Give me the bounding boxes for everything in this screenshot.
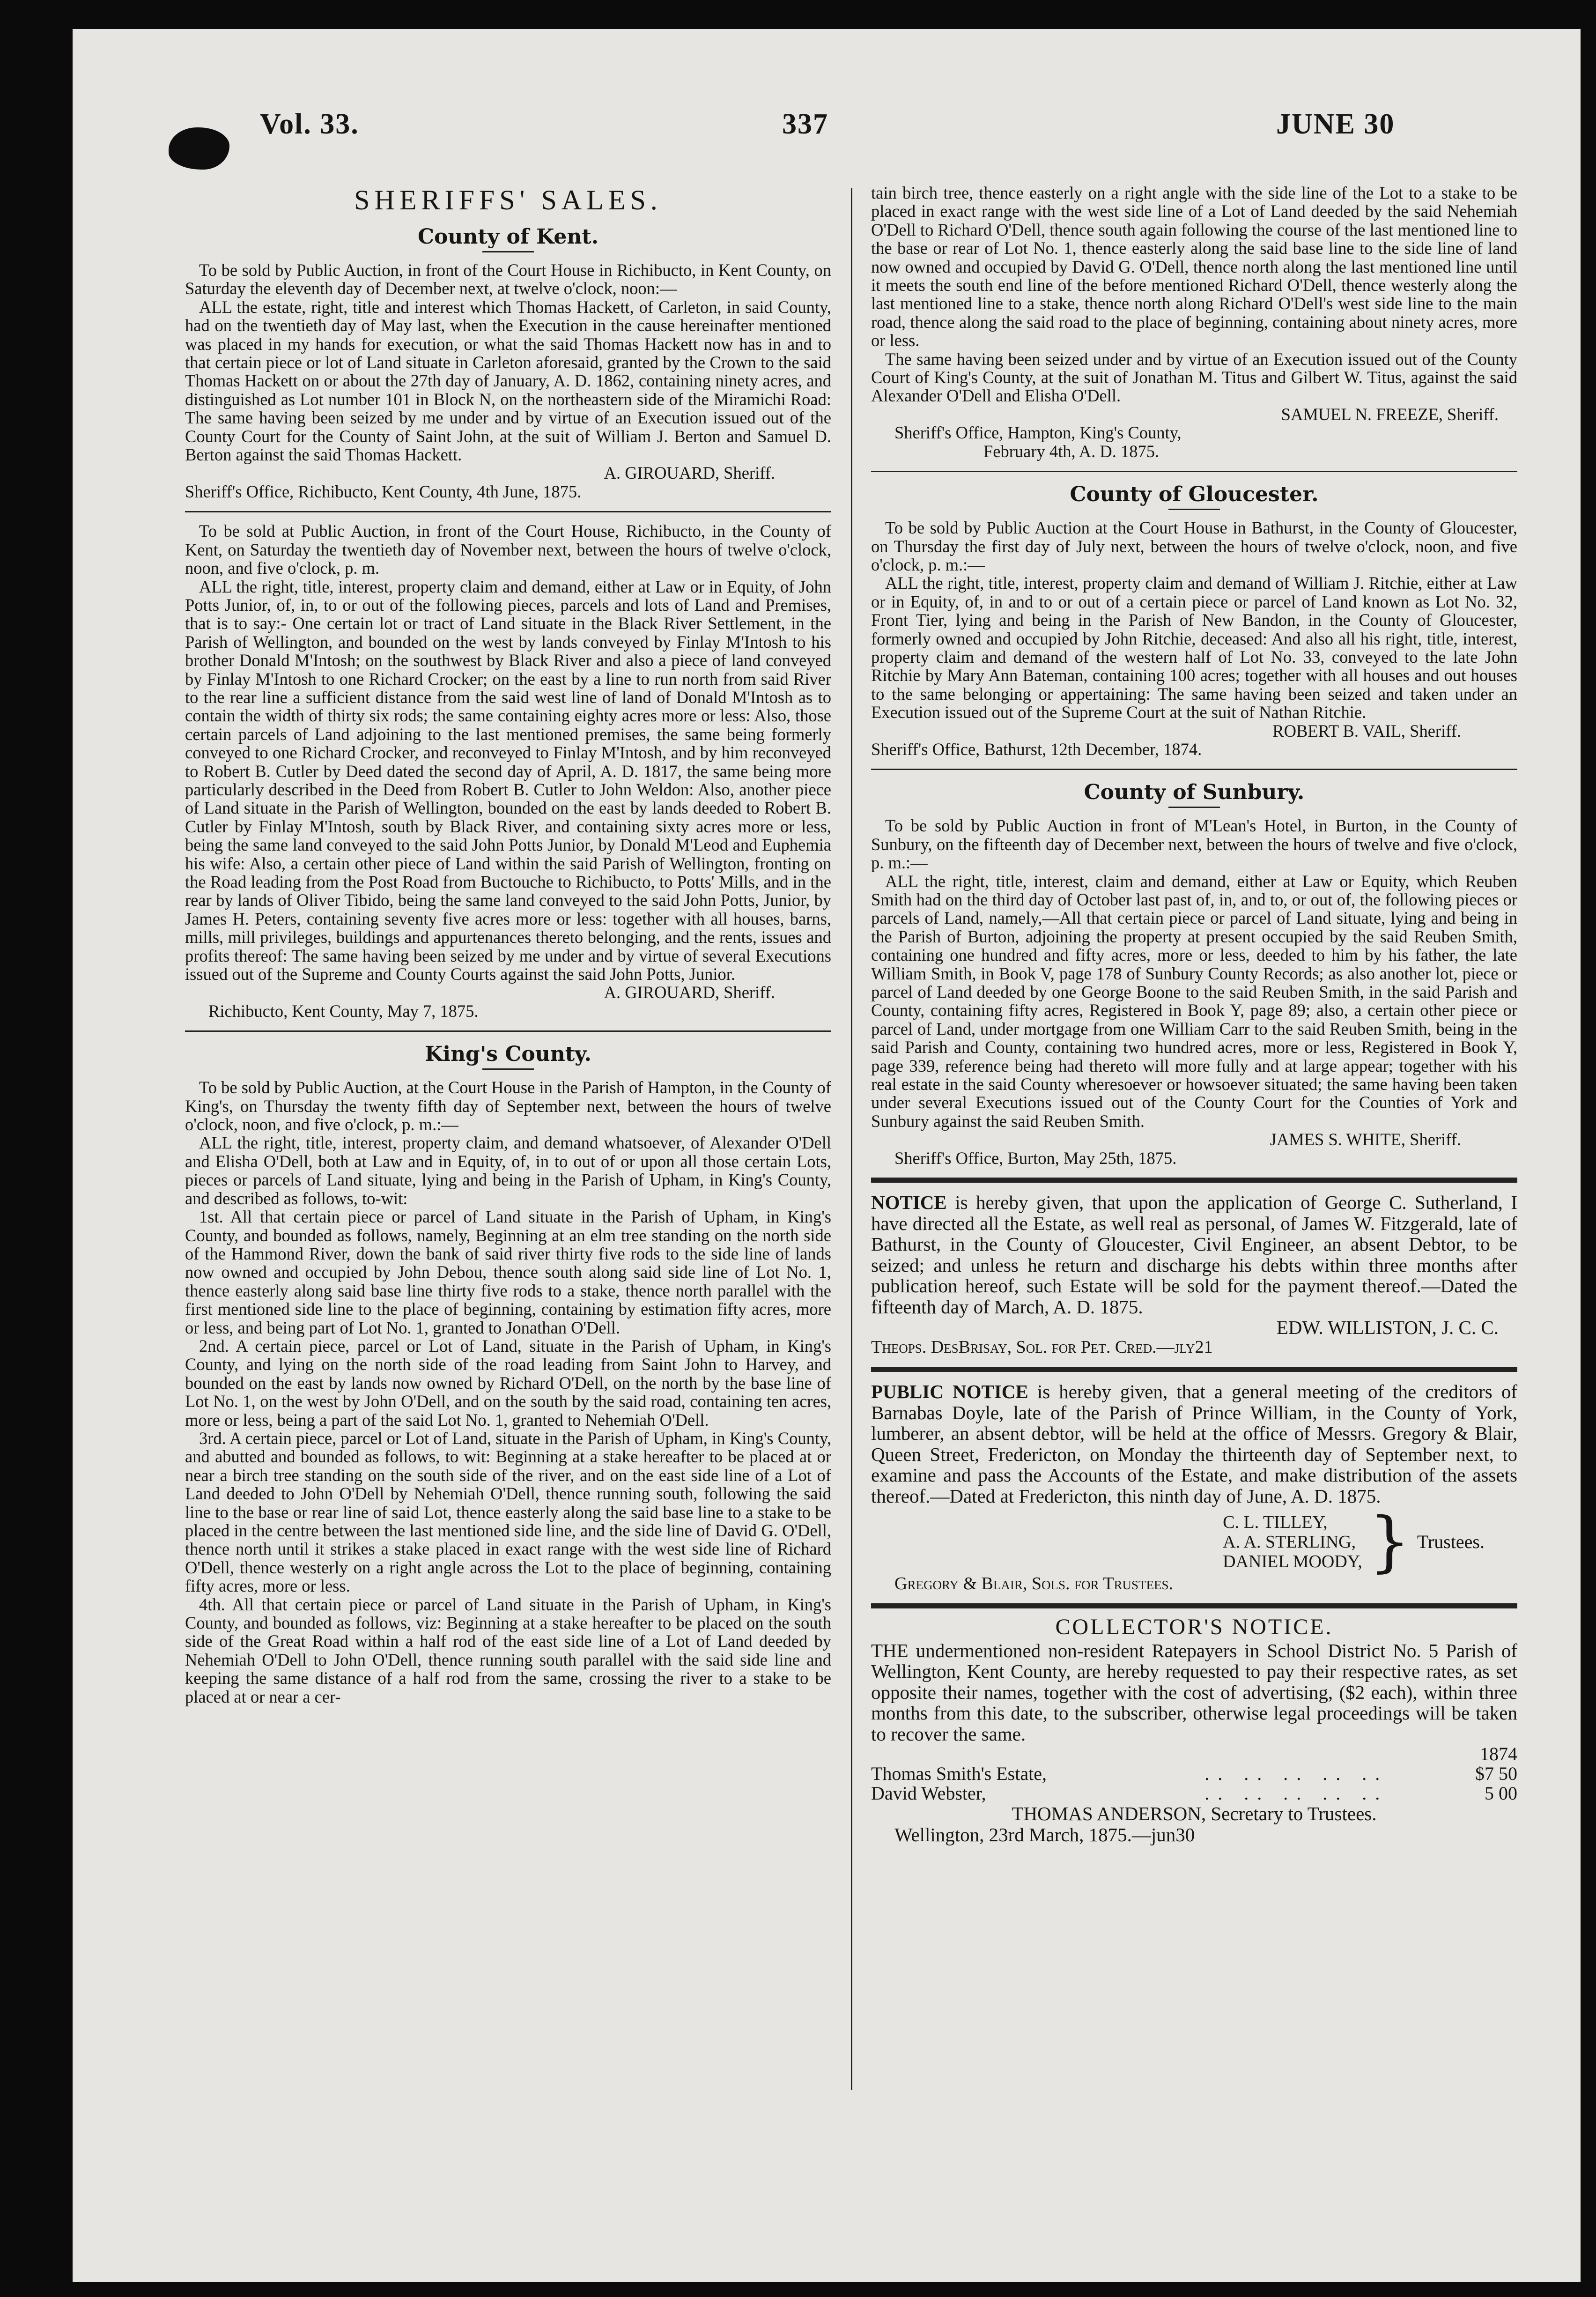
kings-claim: ALL the right, title, interest, property claim, and demand whatsoever, of Alexander O'Dell and Elisha O'Dell, both at Law and in Equity, of, in to out of or upon all those certain Lots, pieces or parcels of Land situate, lying and being in the Parish of Upham, in King's County, and described as follows, to-wit:	[185, 1133, 831, 1208]
collector-signature: THOMAS ANDERSON, Secretary to Trustees.	[1012, 1803, 1377, 1825]
rate-amount: $7 50	[1475, 1763, 1517, 1785]
heading-rule	[1168, 807, 1220, 808]
column-divider	[851, 188, 852, 2090]
county-gloucester-heading: County of Gloucester.	[1070, 482, 1319, 507]
trustees-label: Trustees.	[1417, 1531, 1485, 1553]
fitzgerald-signature: EDW. WILLISTON, J. C. C.	[1276, 1317, 1499, 1339]
volume-number: Vol. 33.	[260, 108, 359, 140]
kings-office-date: February 4th, A. D. 1875.	[983, 441, 1160, 461]
kings-intro: To be sold by Public Auction, at the Court House in the Parish of Hampton, in the County of King's, on Thursday the twenty fifth day of September next, between the hours of twelve o'clock, noon, and five o'clock, p. m.:—	[185, 1078, 831, 1134]
issue-date: JUNE 30	[1276, 108, 1395, 140]
trustee-name: DANIEL MOODY,	[1223, 1552, 1362, 1571]
kent-sale2-body: ALL the right, title, interest, property claim and demand, either at Law or in Equity, of John Potts Junior, of, in, to or out of the following pieces, parcels and lots of Land and Premises, that is to say:- One certain lot or tract of Land situate in the Black River Settlement, in the Parish of Wellington, and bounded on the west by lands conveyed by Finlay M'Intosh to his brother Donald M'Intosh; on the southwest by Black River and also a piece of land conveyed by Finlay M'Intosh to one Richard Crocker; on the east by a line to run north from said River to the rear line a sufficient distance from the said west line of land of Donald M'Intosh as to contain the width of thirty six rods; the same containing eighty acres more or less: Also, those certain parcels of Land adjoining to the last mentioned premises, the same being formerly conveyed to one Richard Crocker, and reconveyed to Finlay M'Intosh, and by him reconveyed to Robert B. Cutler by Deed dated the second day of April, A. D. 1817, the same being more particularly described in the Deed from Robert B. Cutler to John Weldon: Also, another piece of Land situate in the Parish of Wellington, bounded on the east by lands deeded to Robert B. Cutler by Finlay M'Intosh, south by Black River, and containing sixty acres more or less, being the same land conveyed to the said John Potts Junior, by Donald M'Leod and Euphemia his wife: Also, a certain other piece of Land within the said Parish of Wellington, fronting on the Road leading from the Post Road from Buctouche to Richibucto, to Potts' Mills, and in the rear by lands of Oliver Tibido, being the same land conveyed to the said John Potts, Junior, by James H. Peters, containing seventy five acres more or less: together with all houses, barns, mills, mill privileges, buildings and appurtenances thereto belonging, and the rents, issues and profits thereof: The same having been seized by me under and by virtue of several Executions issued out of the Supreme and County Courts against the said John Potts, Junior.	[185, 577, 831, 984]
notice-body: is hereby given, that a general meeting of the creditors of Barnabas Doyle, late of the Parish of Prince William, in the County of York, lumberer, an absent debtor, will be held at the office of Messrs. Gregory & Blair, Queen Street, Fredericton, on Monday the thirteenth day of September next, to examine and pass the Accounts of the Estate, and make distribution of the assets thereof.—Dated at Fredericton, this ninth day of June, A. D. 1875.	[871, 1381, 1517, 1507]
ratepayer-name: David Webster,	[871, 1783, 986, 1804]
sunbury-intro: To be sold by Public Auction in front of M'Lean's Hotel, in Burton, in the County of Sunbury, on the fifteenth day of December next, between the hours of twelve and five o'clock, p. m.:—	[871, 816, 1517, 873]
notice-divider	[871, 471, 1517, 472]
gloucester-signature: ROBERT B. VAIL, Sheriff.	[1272, 721, 1461, 741]
heading-rule	[482, 251, 534, 252]
table-row	[871, 1764, 1517, 1784]
notice-lead: PUBLIC NOTICE	[871, 1381, 1028, 1402]
sunbury-body: ALL the right, title, interest, claim and demand, either at Law or Equity, which Reuben Smith had on the third day of October last past of, in, and to, or out of, the following pieces or parcels of Land, namely,—All that certain piece or parcel of Land situate, lying and being in the Parish of Burton, adjoining the property at present occupied by the said Reuben Smith, containing one hundred and fifty acres, more or less, deeded to him by his father, the late William Smith, in Book V, page 178 of Sunbury County Records; as also another lot, piece or parcel of Land deeded by one George Boone to the said Reuben Smith, in the said Parish and County, containing fifty acres, Registered in Book Y, page 89; also, a certain other piece or parcel of Land, under mortgage from one William Carr to the said Reuben Smith, being in the said Parish and County, containing two hundred acres, more or less, Registered in Book Y, page 339, reference being had thereto will more fully and at large appear; together with his real estate in the said County wheresoever or howsoever situated; the same having been taken under several Executions issued out of the County Court for the Counties of York and Sunbury against the said Reuben Smith.	[871, 871, 1517, 1131]
kings-lot-1: 1st. All that certain piece or parcel of Land situate in the Parish of Upham, in King's County, and bounded as follows, namely, Beginning at an elm tree standing on the north side of the Hammond River, down the bank of said river thirty five rods to the side line of lands now owned and occupied by John Debou, thence south along said side line of Lot No. 1, thence easterly along said base line thirty five rods to a stake, thence north parallel with the first mentioned side line to the place of beginning, containing by estimation fifty acres, more or less, and being part of Lot No. 1, granted to Jonathan O'Dell.	[185, 1207, 831, 1337]
gloucester-intro: To be sold by Public Auction at the Court House in Bathurst, in the County of Gloucester, on Thursday the first day of July next, between the hours of twelve o'clock, noon, and five o'clock, p. m.:—	[871, 518, 1517, 574]
notice-divider	[871, 769, 1517, 770]
kent-sale1-signature: A. GIROUARD, Sheriff.	[604, 463, 775, 483]
kings-lot-4: 4th. All that certain piece or parcel of Land situate in the Parish of Upham, in King's County, and bounded as follows, viz: Beginning at a stake hereafter to be placed on the south side of the Great Road within a half rod of the east side line of a Lot of Land deeded by Nehemiah O'Dell to John O'Dell, thence running south parallel with the said side line and keeping the same distance of a half rod from the same, crossing the river to a stake to be placed at or near a cer-	[185, 1594, 831, 1706]
notice-divider	[871, 1178, 1517, 1183]
notice-divider	[871, 1367, 1517, 1372]
kings-continued: tain birch tree, thence easterly on a right angle with the side line of the Lot to a stake to be placed in exact range with the west side line of a Lot of Land deeded by the said Nehemiah O'Dell to Richard O'Dell, thence south again following the course of the last mentioned line to the base or rear of Lot No. 1, thence easterly along the said base line to the side line of land now owned and occupied by David G. O'Dell, thence north along the last mentioned line until it meets the south end line of the before mentioned Richard O'Dell, thence westerly along the last mentioned line to a stake, thence north along Richard O'Dell's west side line to the main road, thence along the said road to the place of beginning, containing about ninety acres, more or less.	[871, 183, 1517, 350]
doyle-notice	[871, 1381, 1517, 1506]
trustee-names	[1223, 1512, 1362, 1571]
kent-sale1-office: Sheriff's Office, Richibucto, Kent County, 4th June, 1875.	[185, 482, 582, 501]
trustees-block	[871, 1504, 1517, 1580]
page-number: 337	[782, 108, 828, 140]
kent-sale2-signature: A. GIROUARD, Sheriff.	[604, 983, 775, 1002]
leader-dots: .. .. .. .. ..	[1204, 1783, 1389, 1804]
leader-dots: .. .. .. .. ..	[1204, 1763, 1389, 1785]
ink-blot	[169, 127, 229, 170]
trustee-name: A. A. STERLING,	[1223, 1532, 1356, 1552]
newspaper-page	[73, 29, 1581, 2282]
fitzgerald-notice	[871, 1192, 1517, 1317]
doyle-solicitor: Gregory & Blair, Sols. for Trustees.	[894, 1574, 1174, 1593]
year-header: 1874	[1480, 1743, 1517, 1765]
kings-office: Sheriff's Office, Hampton, King's County,	[894, 423, 1182, 443]
kings-lot-2: 2nd. A certain piece, parcel or Lot of Land, situate in the Parish of Upham, in King's County, and lying on the north side of the road leading from Saint John to Harvey, and bounded on the east by lands now owned by Richard O'Dell, on the north by the base line of Lot No. 1, on the west by John O'Dell, and on the south by the said road, containing ten acres, more or less, being a part of the said Lot No. 1, granted to Nehemiah O'Dell.	[185, 1336, 831, 1430]
collector-notice-title: COLLECTOR'S NOTICE.	[1055, 1615, 1333, 1640]
gloucester-body: ALL the right, title, interest, property claim and demand of William J. Ritchie, either at Law or in Equity, of, in and to or out of a certain piece or parcel of Land known as Lot No. 32, Front Tier, lying and being in the Parish of New Bandon, in the County of Gloucester, formerly owned and occupied by John Ritchie, deceased: And also all his right, title, interest, property claim and demand of the western half of Lot No. 33, conveyed to the late John Ritchie by Mary Ann Bateman, containing 100 acres; together with all houses and out houses to the same belonging or appertaining: The same having been seized and taken under an Execution issued out of the Supreme Court at the suit of Nathan Ritchie.	[871, 573, 1517, 722]
brace-glyph: }	[1368, 1504, 1411, 1580]
notice-lead: NOTICE	[871, 1192, 947, 1214]
collector-dateline: Wellington, 23rd March, 1875.—jun30	[894, 1823, 1195, 1845]
table-row	[871, 1744, 1517, 1764]
kings-seizure: The same having been seized under and by virtue of an Execution issued out of the County Court of King's County, at the suit of Jonathan M. Titus and Gilbert W. Titus, against the said Alexander O'Dell and Elisha O'Dell.	[871, 349, 1517, 406]
heading-rule	[482, 1068, 534, 1070]
notice-divider	[185, 511, 831, 512]
kent-sale1-intro: To be sold by Public Auction, in front of the Court House in Richibucto, in Kent County, on Saturday the eleventh day of December next, at twelve o'clock, noon:—	[185, 260, 831, 298]
sunbury-signature: JAMES S. WHITE, Sheriff.	[1270, 1130, 1461, 1149]
kent-sale2-intro: To be sold at Public Auction, in front of the Court House, Richibucto, in the County of Kent, on Saturday the twentieth day of November next, between the hours of twelve o'clock, noon, and five o'clock, p. m.	[185, 521, 831, 578]
table-row	[871, 1784, 1517, 1803]
gloucester-office: Sheriff's Office, Bathurst, 12th December, 1874.	[871, 739, 1202, 759]
county-kings-heading: King's County.	[425, 1042, 591, 1067]
heading-rule	[1168, 509, 1220, 510]
right-column	[871, 184, 1517, 1845]
kent-sale2-office: Richibucto, Kent County, May 7, 1875.	[208, 1001, 479, 1021]
trustee-name: C. L. TILLEY,	[1223, 1512, 1328, 1532]
county-sunbury-heading: County of Sunbury.	[1084, 780, 1305, 805]
ratepayer-name: Thomas Smith's Estate,	[871, 1763, 1047, 1785]
kings-signature: SAMUEL N. FREEZE, Sheriff.	[1281, 404, 1499, 424]
kings-lot-3: 3rd. A certain piece, parcel or Lot of Land, situate in the Parish of Upham, in King's County, and abutted and bounded as follows, to wit: Beginning at a stake hereafter to be placed at or near a birch tree standing on the south side of the river, and on the east side line of a Lot of Land deeded to John O'Dell by Nehemiah O'Dell, thence running south, following the said line to the base or rear line of said Lot, thence easterly along the said base line to a stake to be placed in the centre between the last mentioned side line, and the side line of David G. O'Dell, thence north until it strikes a stake placed in exact range with the west side line of Richard O'Dell, thence westerly on a right angle across the Lot to the place of beginning, containing fifty acres, more or less.	[185, 1428, 831, 1596]
rates-table	[871, 1744, 1517, 1803]
rate-amount: 5 00	[1485, 1783, 1517, 1804]
left-column	[185, 184, 831, 1706]
notice-divider	[871, 1603, 1517, 1608]
collector-notice-body: THE undermentioned non-resident Ratepayers in School District No. 5 Parish of Wellington, Kent County, are hereby requested to pay their respective rates, as set opposite their names, together with the cost of advertising, ($2 each), within three months from this date, to the subscriber, otherwise legal proceedings will be taken to recover the same.	[871, 1639, 1517, 1745]
notice-body: is hereby given, that upon the application of George C. Sutherland, I have directed all the Estate, as well real as personal, of James W. Fitzgerald, late of Bathurst, in the County of Gloucester, Civil Engineer, an absent Debtor, to be seized; and unless he return and discharge his debts within three months after publication hereof, such Estate will be sold for the payment thereof.—Dated the fifteenth day of March, A. D. 1875.	[871, 1192, 1517, 1318]
sunbury-office: Sheriff's Office, Burton, May 25th, 1875.	[894, 1148, 1177, 1168]
section-title: SHERIFFS' SALES.	[354, 185, 662, 215]
kent-sale1-body: ALL the estate, right, title and interest which Thomas Hackett, of Carleton, in said County, had on the twentieth day of May last, when the Execution in the cause hereinafter mentioned was placed in my hands for execution, or what the said Thomas Hackett now has in and to that certain piece or lot of Land situate in Carleton aforesaid, granted by the Crown to the said Thomas Hackett on or about the 27th day of January, A. D. 1862, containing ninety acres, and distinguished as Lot number 101 in Block N, on the northeastern side of the Miramichi Road: The same having been seized by me under and by virtue of an Execution issued out of the County Court for the County of Saint John, at the suit of William J. Berton and Samuel D. Berton against the said Thomas Hackett.	[185, 297, 831, 465]
county-kent-heading: County of Kent.	[417, 225, 599, 249]
notice-divider	[185, 1030, 831, 1032]
fitzgerald-solicitor: Theops. DesBrisay, Sol. for Pet. Cred.—jly21	[871, 1337, 1213, 1357]
